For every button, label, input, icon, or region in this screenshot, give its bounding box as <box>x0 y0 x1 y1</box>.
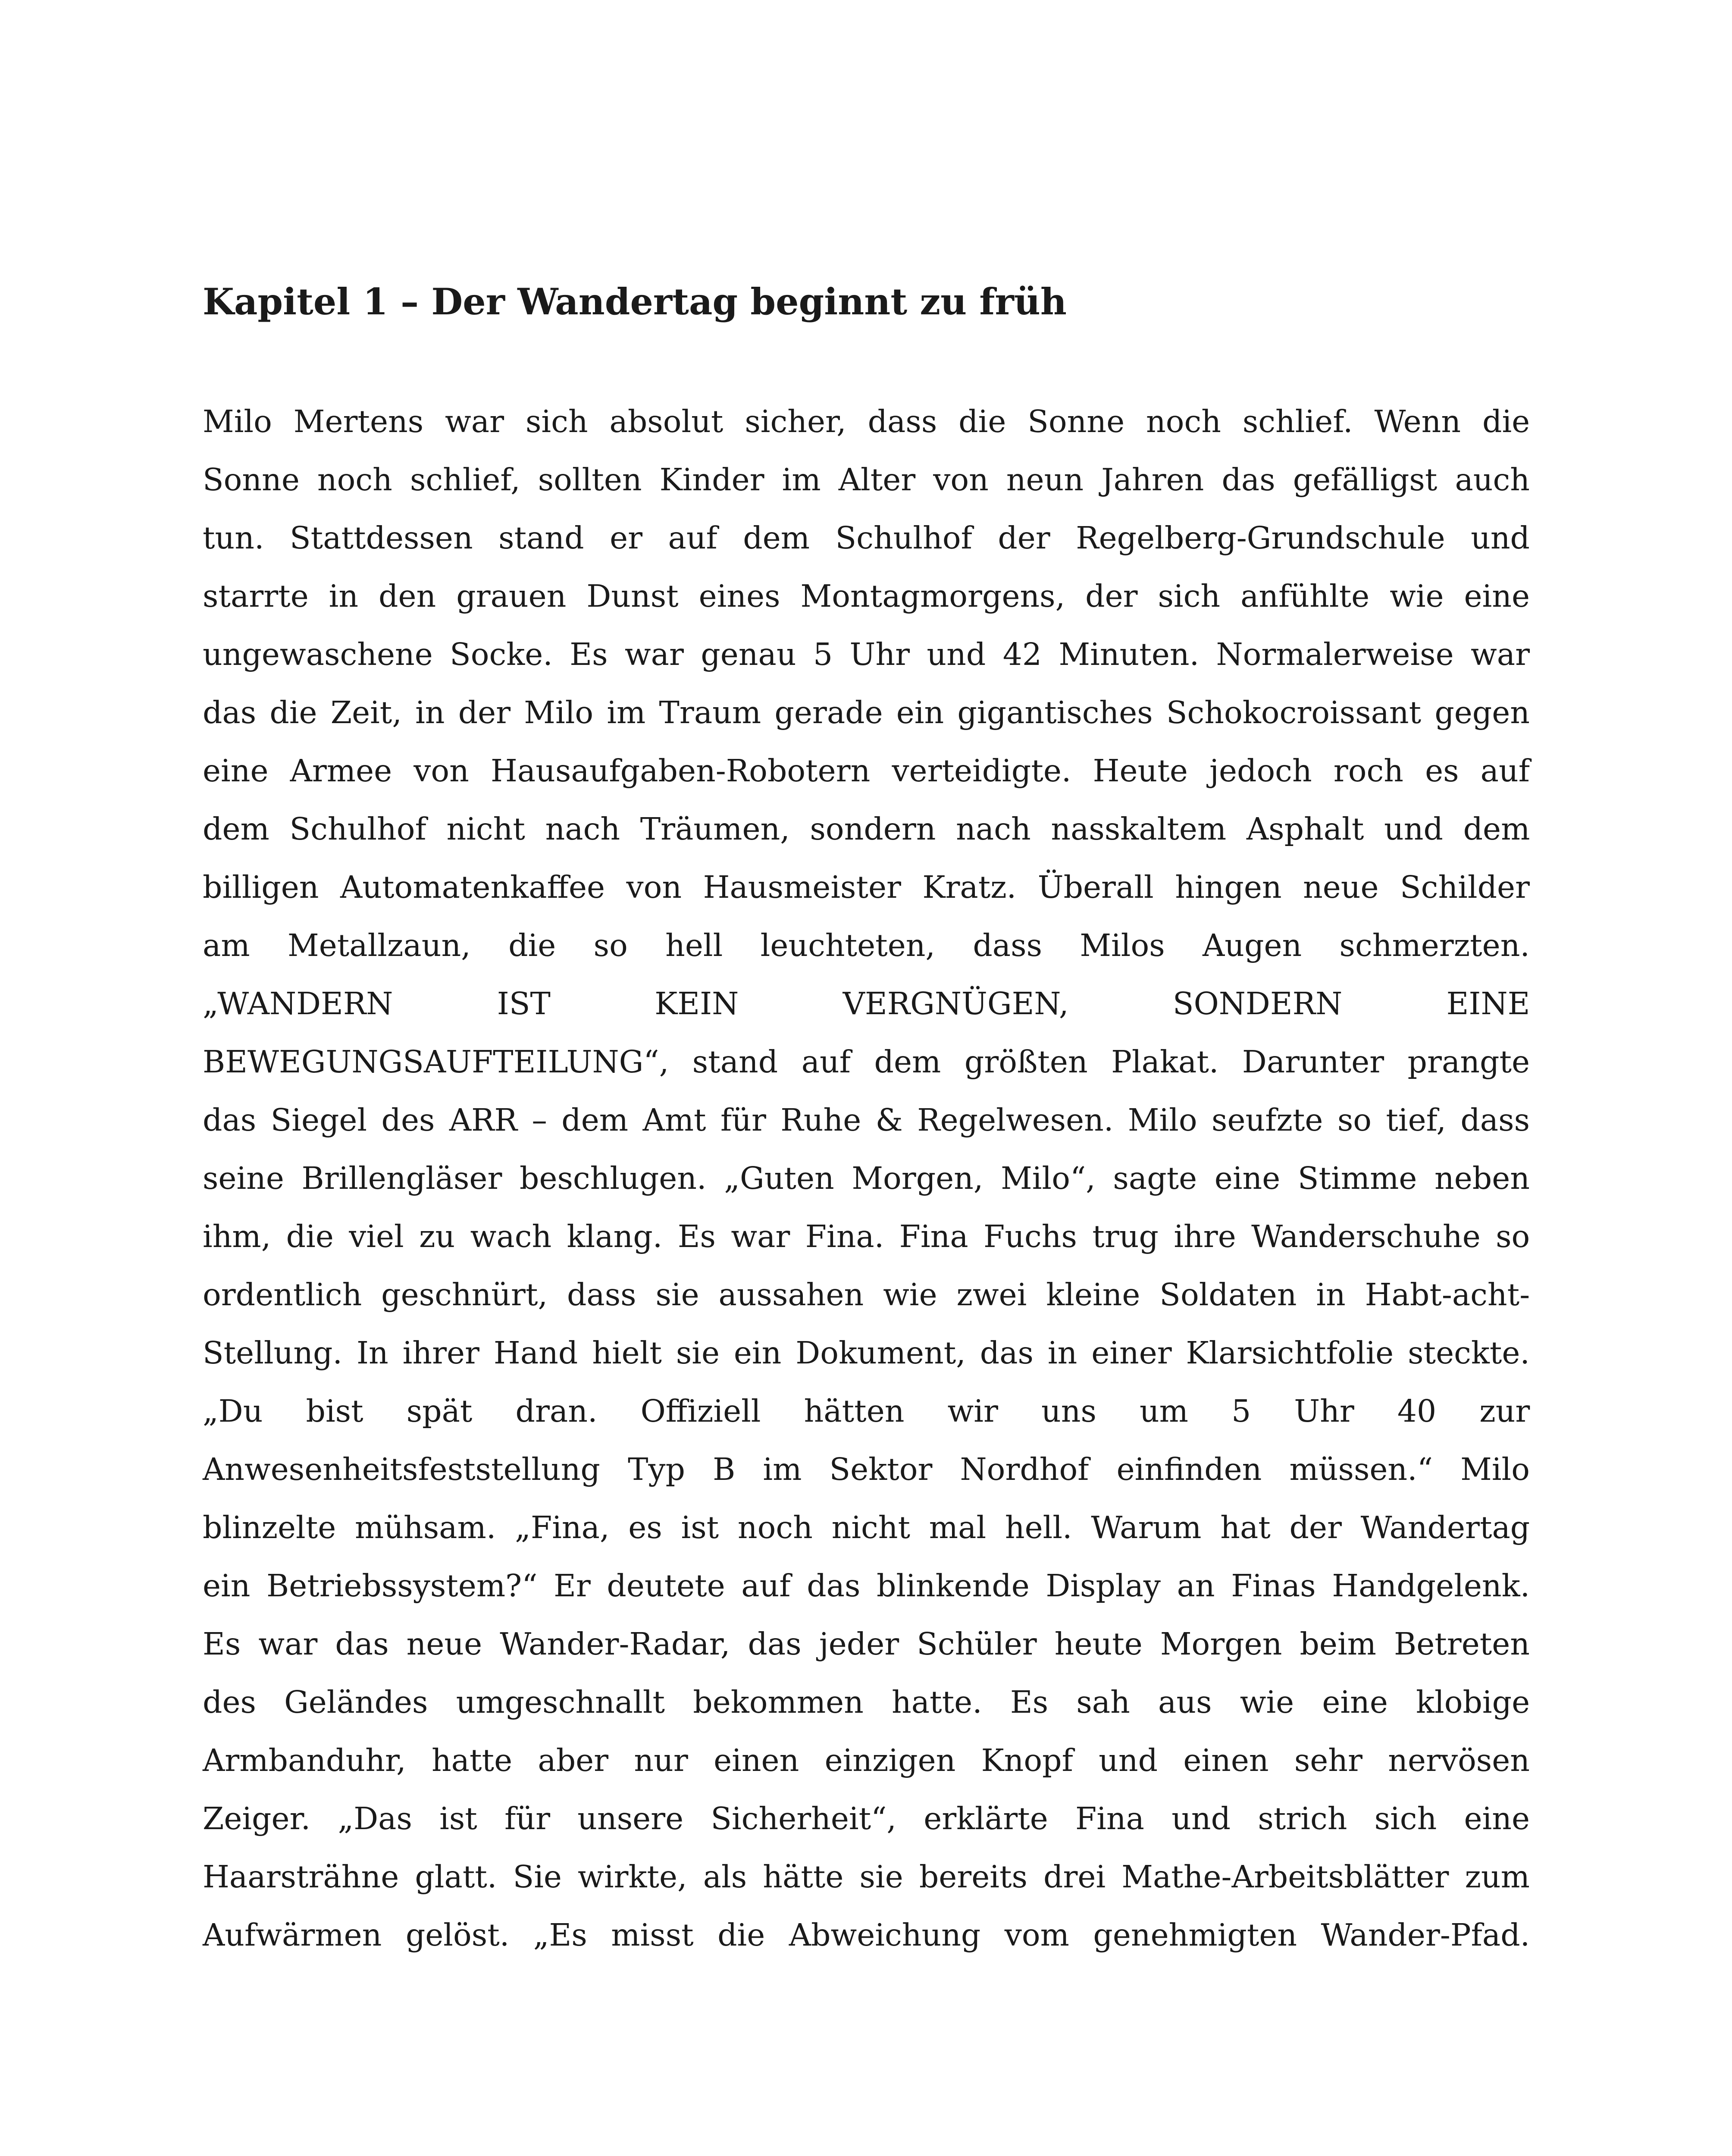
text-line: ihm, die viel zu wach klang. Es war Fina. Fina Fuchs trug ihre Wanderschuhe so <box>203 1219 1530 1254</box>
text-line: BEWEGUNGSAUFTEILUNG“, stand auf dem größten Plakat. Darunter prangte <box>203 1044 1530 1080</box>
text-line: des Geländes umgeschnallt bekommen hatte. Es sah aus wie eine klobige <box>203 1684 1530 1720</box>
text-line: ordentlich geschnürt, dass sie aussahen wie zwei kleine Soldaten in Habt-acht- <box>203 1277 1530 1313</box>
text-line: Haarsträhne glatt. Sie wirkte, als hätte sie bereits drei Mathe-Arbeitsblätter zum <box>203 1859 1530 1895</box>
text-line: ungewaschene Socke. Es war genau 5 Uhr und 42 Minuten. Normalerweise war <box>203 636 1530 672</box>
text-line: Armbanduhr, hatte aber nur einen einzigen Knopf und einen sehr nervösen <box>203 1742 1530 1778</box>
text-line: das Siegel des ARR – dem Amt für Ruhe & Regelwesen. Milo seufzte so tief, dass <box>203 1102 1530 1138</box>
text-line: „Du bist spät dran. Offiziell hätten wir uns um 5 Uhr 40 zur <box>203 1393 1530 1429</box>
text-line: eine Armee von Hausaufgaben-Robotern verteidigte. Heute jedoch roch es auf <box>203 753 1530 789</box>
text-line: Zeiger. „Das ist für unsere Sicherheit“, erklärte Fina und strich sich eine <box>203 1801 1530 1836</box>
chapter-body <box>203 392 1530 1964</box>
page-content <box>203 276 1530 1964</box>
text-line: ein Betriebssystem?“ Er deutete auf das blinkende Display an Finas Handgelenk. <box>203 1568 1530 1604</box>
text-line: Aufwärmen gelöst. „Es misst die Abweichung vom genehmigten Wander-Pfad. <box>203 1917 1530 1953</box>
text-line: am Metallzaun, die so hell leuchteten, dass Milos Augen schmerzten. <box>203 928 1530 963</box>
text-line: Anwesenheitsfeststellung Typ B im Sektor Nordhof einfinden müssen.“ Milo <box>203 1451 1530 1487</box>
chapter-title: Kapitel 1 – Der Wandertag beginnt zu früh <box>203 280 1067 323</box>
text-line: blinzelte mühsam. „Fina, es ist noch nicht mal hell. Warum hat der Wandertag <box>203 1510 1530 1545</box>
text-line: Milo Mertens war sich absolut sicher, dass die Sonne noch schlief. Wenn die <box>203 404 1530 439</box>
text-line: seine Brillengläser beschlugen. „Guten Morgen, Milo“, sagte eine Stimme neben <box>203 1160 1530 1196</box>
text-line: tun. Stattdessen stand er auf dem Schulhof der Regelberg-Grundschule und <box>203 520 1530 556</box>
text-line: billigen Automatenkaffee von Hausmeister Kratz. Überall hingen neue Schilder <box>203 869 1530 905</box>
text-line: starrte in den grauen Dunst eines Montagmorgens, der sich anfühlte wie eine <box>203 578 1530 614</box>
text-line: Sonne noch schlief, sollten Kinder im Alter von neun Jahren das gefälligst auch <box>203 462 1530 498</box>
text-line: dem Schulhof nicht nach Träumen, sondern nach nasskaltem Asphalt und dem <box>203 811 1530 847</box>
text-line: Es war das neue Wander-Radar, das jeder Schüler heute Morgen beim Betreten <box>203 1626 1530 1662</box>
text-line: Stellung. In ihrer Hand hielt sie ein Dokument, das in einer Klarsichtfolie steckte. <box>203 1335 1530 1371</box>
text-line: „WANDERN IST KEIN VERGNÜGEN, SONDERN EINE <box>203 986 1530 1022</box>
text-line: das die Zeit, in der Milo im Traum gerade ein gigantisches Schokocroissant gegen <box>203 695 1530 730</box>
